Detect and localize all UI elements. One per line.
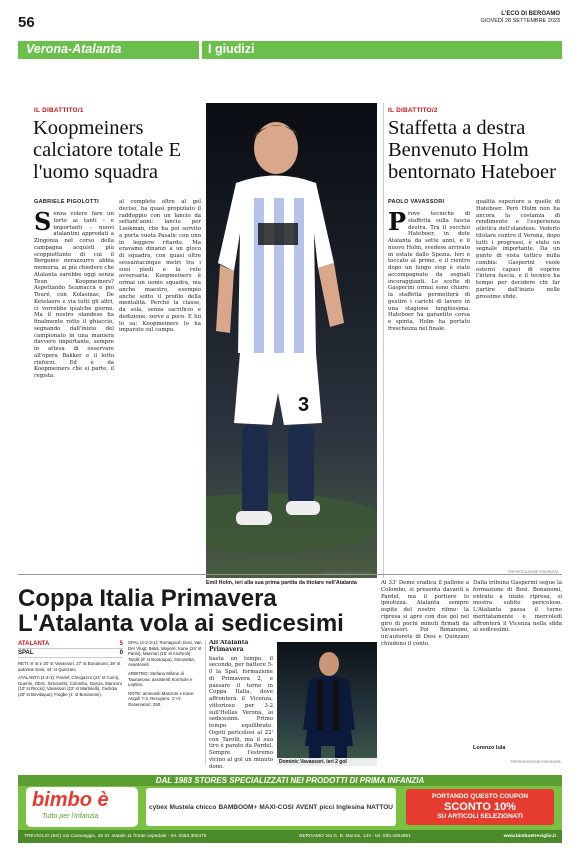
ad-brand: bimbo è (32, 789, 109, 811)
article2-headline: Staffetta a destra Benvenuto Holm bentornato Hateboer (388, 117, 556, 183)
player-photo (206, 103, 377, 578)
partner-9: NATTOU (366, 803, 393, 811)
match-notes: NOTE: ammoniti Manzoni e Kane. Angoli 7-3. Recupero: 1'+4'. Osservatori: 250. (128, 690, 195, 707)
player-illustration (206, 103, 377, 578)
score-row-home (18, 640, 123, 649)
article1-kicker: IL DIBATTITO/1 (34, 107, 84, 114)
partner-3: chicco (195, 803, 217, 811)
advertisement (18, 775, 562, 843)
promo-line-1: PORTANDO QUESTO COUPON (431, 793, 529, 800)
article2-col1-text: rove tecniche di staffetta sulla fascia destra. Tra il vecchio Hateboer, in dote Atalanta da sette anni, e il nuovo Holm, svedese arrivato in estate dallo Spezia. Ieri è toccato al primo, e il rientro dopo un lungo stop è stato accompagnato da segnali incoraggianti. Le scelte di Gasperini ormai sono chiare: la staffetta permetterà di gestire i carichi di lavoro in una stagione lunghissima. Hateboer ha garantito corsa e spinta, Holm ha portato freschezza nel finale. (388, 211, 470, 332)
article1-dropcap: S (34, 211, 52, 236)
partner-4: BAMBOOM+ (218, 803, 258, 811)
away-score: 0 (119, 650, 123, 656)
shirt-number: 3 (298, 394, 310, 416)
publication-name: L'ECO DI BERGAMO (501, 11, 560, 17)
article2-col1 (388, 211, 470, 576)
ad-logo (26, 787, 138, 827)
away-team: SPAL (18, 650, 34, 656)
match-details (18, 661, 123, 756)
ad-tagline: Tutto per l'infanzia (42, 813, 99, 820)
ad-promo (406, 789, 554, 825)
player-illustration-small (277, 642, 377, 766)
partner-7: picci (319, 803, 335, 811)
scoreboard (18, 640, 123, 756)
article1-headline: Koopmeiners calciatore totale E l'uomo squadra (33, 117, 181, 183)
promo-line-3: SU ARTICOLI SELEZIONATI (437, 813, 523, 820)
ad-footer (18, 830, 562, 843)
promo-line-2: SCONTO 10% (444, 801, 516, 813)
vavassori-photo (277, 642, 377, 766)
article3-author: Lorenzo Iula (473, 745, 506, 751)
section-title: Verona-Atalanta (26, 42, 122, 56)
store-treviglio: TREVIGLIO (BG) Via Caravaggio, 45 St. statale 11 fronte ospedale - tel. 0363.302475 (24, 834, 207, 839)
article1-byline: GABRIELE PIGOLOTTI (34, 199, 99, 205)
partner-5: MAXI-COSI (259, 803, 294, 811)
partner-2: Mustela (169, 803, 194, 811)
score-details: RETI: 8' st e 20' st Vavassori, 27' st Bonanomi, 29' st autorete Dosi, 44' st Quinzani. (18, 661, 121, 672)
article3-col-c: Dalla tribuna Gasperini segue la formazione di Bosi. Bonanomi, entrato a inizio ripresa, si mostra subito pericoloso. L'Atalanta passa il turno meritatamente e mercoledì affronterà il Vicenza nella sfida ai sedicesimi. (473, 580, 562, 634)
partner-8: Inglesina (336, 803, 365, 811)
article3-col-a (209, 640, 273, 768)
partner-6: AVENT (295, 803, 318, 811)
vavassori-caption: Dominic Vavassori, ieri 2 gol (277, 758, 377, 766)
section-rule (18, 574, 562, 575)
ad-website: www.bimboetreviglio.it (503, 834, 556, 839)
lineup-atalanta: ATALANTA (4-3-3): Pardel; Chiogazzo (22' st Comi), Guerini, Obric, Simonetto; Colombo, Garcia, Manzoni (10' st Riccio); Vavassori (22' st Martinelli), Cedrola (20' st Bevilaqua), Fiogbe (1' st Bonanomi). (18, 675, 122, 697)
article2-byline: PAOLO VAVASSORI (388, 199, 445, 205)
page-number: 56 (18, 14, 35, 31)
article3-col-a-text: basta un tempo, il secondo, per battere 5-0 la Spal, formazione di Primavera 2, e passare il turno in Coppa Italia, dove affronterà il Vicenza, vittorioso per 3-2 sull'Hellas Verona, ai sedicesimi. Primo tempo equilibrato. Ospiti pericolosi al 22' con Tarolli, ma il suo tiro è parato da Pardel. Sempre l'estremo vicino al gol un minuto dopo. (209, 655, 273, 768)
column-rule-2 (205, 640, 206, 765)
article1-col2: al completo oltre al gol deciso, ha quasi propiziato il raddoppio con un lancio da settant'anni: lancio per Lookman, che ha poi servito a porta vuota Pasalic con uno in leggero ritardo. Ma eravamo dinanzi a un gioco di squadra, con quasi oltre sessantacinque metri tra i suoi piedi e la rete avversaria. Koopmeiners è ormai un uomo squadra, ma anche maestro, esempio anche sotto il profilo della mentalità. Perché la classe, da sola, senza sacrificio e dedizione, serve a poco. E lui lo sa: Koopmeiners lo ha imparato sul campo. (119, 199, 201, 334)
article2-dropcap: P (388, 211, 407, 236)
photo-caption: Emil Holm, ieri alla sua prima partita da titolare nell'Atalanta (206, 580, 357, 586)
lineup-spal: SPAL (4-2-3-1): Romagnoli; Dosi, Van Der Vlugt, Baldi, Moyerè; Kane (24' st Parisi), Mannari (15' st Andreoli); Tarolli (8' st Boutoupa), Simonetta, Avantonell. (128, 640, 202, 668)
home-team: ATALANTA (18, 641, 50, 647)
article1-col1 (34, 211, 114, 576)
publication-date: GIOVEDÌ 28 SETTEMBRE 2023 (480, 18, 560, 24)
article3-lead: All'Atalanta Primavera (209, 640, 249, 653)
store-bergamo: BERGAMO Via G. B. Moroni, 143 - tel. 035.4284651 (299, 834, 411, 839)
article3-credit: ©RIPRODUZIONE RISERVATA (510, 760, 561, 764)
article2-kicker: IL DIBATTITO/2 (388, 107, 438, 114)
article3-headline: Coppa Italia Primavera L'Atalanta vola ai sedicesimi (18, 585, 344, 637)
ad-partners (146, 788, 396, 826)
section-divider (199, 41, 202, 59)
section-bar (18, 41, 562, 59)
score-row-away (18, 649, 123, 658)
section-subtitle: I giudizi (208, 42, 255, 56)
article2-col2: qualità superiore a quelle di Hateboer. Però Holm non ha ancora la costanza di rendimento e l'esperienza atletica dell'olandese. Vederlo titolare contro il Verona, dopo tutti i progressi, è stato un segnale importante. Da un punto di vista tattico nulla cambia: Gasperini vuole esterni capaci di coprire l'intera fascia, e il tecnico ha tempo per decidere chi far partire dall'inizio nelle prossime sfide. (476, 199, 560, 300)
partner-1: cybex (149, 803, 168, 811)
article3-col-b: Al 33' Deme sradica il pallone a Colombo, si presenta davanti a Pardel, ma il portiere lo ipnotizza. Atalanta sempre ospite del nostro ritmo: la ripresa si apre con due gol nel giro di pochi minuti firmati da Vavassori. Poi Bonanomi, un'autorete di Dosi e Quinzani chiudono il conto. (381, 580, 469, 647)
column-rule (383, 103, 384, 578)
match-info (128, 640, 202, 755)
article2-credit: ©RIPRODUZIONE RISERVATA (508, 570, 559, 574)
article1-col1-text: enza volere fare un torto ai tanti - e importanti - nuovi atalantini approdati a Zingonia nel corso della campagna acquisti più scoppiettante di cui il Bergamo nerazzurro abbia memoria, ai più chiedere che Atalanta sarebbe oggi senza Teun Koopmeiners? Aspettando Scamacca e poi Touré, con Kolasinac, De Ketelaere e via tutti gli altri, ci vorrebbe qualche giorno. Ma il nostro olandese ha finalmente rotto il ghiaccio, segnando dall'inizio del campionato in una maniera davvero importante, sempre in attesa di osservare all'opera Bakker e il lotto rinforzi. Ed è da Koopmeiners che si parte, il regista. (34, 211, 114, 379)
home-score: 5 (119, 641, 123, 647)
ad-headline: DAL 1983 STORES SPECIALIZZATI NEI PRODOTTI DI PRIMA INFANZIA (18, 775, 562, 786)
masthead (481, 11, 560, 25)
referee: ARBITRO: Stefano Milone di Taurianova; assistenti Sorrisole e Leptino. (128, 670, 193, 688)
